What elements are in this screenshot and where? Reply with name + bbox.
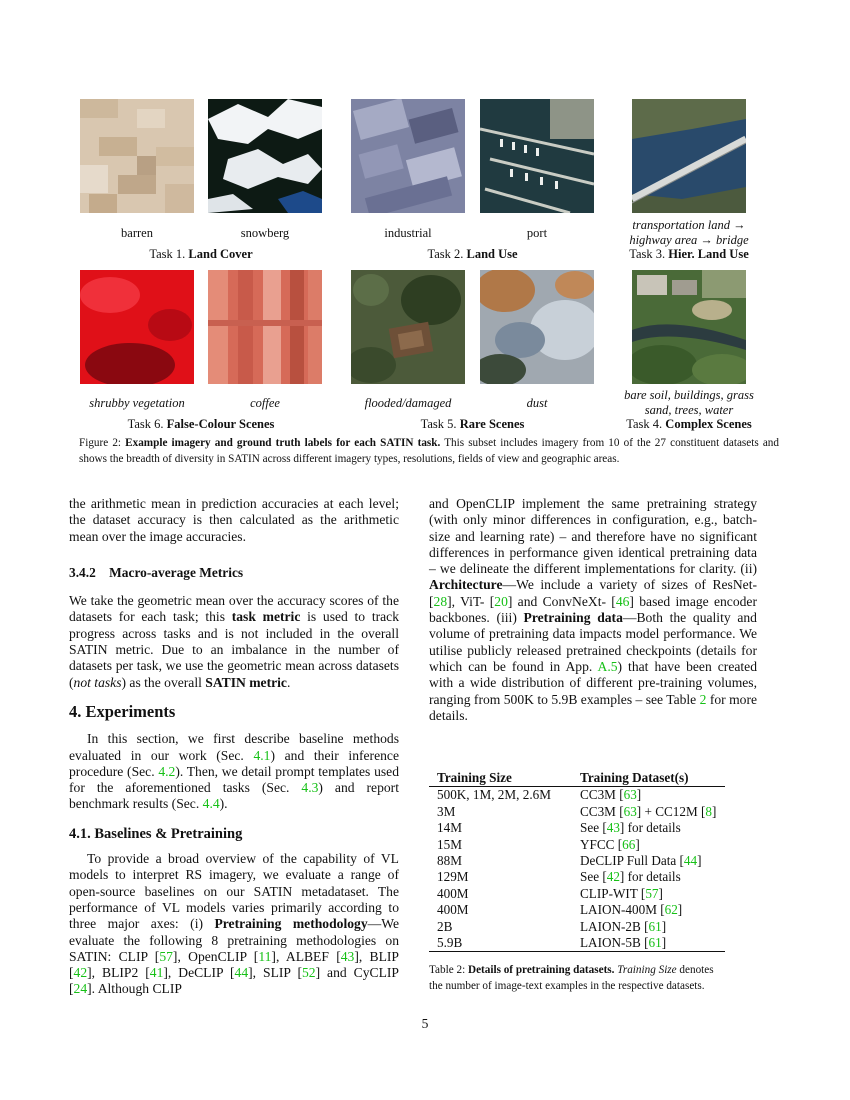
ref-44[interactable]: 44 (234, 965, 249, 981)
task-5-caption: Task 5. Rare Scenes (420, 417, 525, 431)
cell-dataset: CC3M [63] + CC12M [8] (580, 803, 717, 819)
ref-sec-4-2[interactable]: 4.2 (158, 763, 176, 779)
paragraph-experiments-intro: In this section, we first describe baseline methods evaluated in our work (Sec. 4.1) and their inference procedure (Sec. 4.2). Then, we detail prompt templates used for the aforementioned tasks (Sec. 4.3) and report benchmark results (Sec. 4.4). (69, 731, 399, 812)
table-row (429, 869, 725, 885)
ref-20[interactable]: 20 (494, 593, 508, 609)
ref-cite[interactable]: 63 (623, 803, 637, 819)
table-row (429, 820, 725, 836)
table-row (429, 886, 725, 902)
figure-caption: Figure 2: Example imagery and ground truth labels for each SATIN task. This subset includes imagery from 10 of the 27 constituent datasets and shows the breadth of diversity in SATIN across different imagery types, resolutions, fields of view and geographic areas. (79, 437, 779, 465)
left-column (69, 496, 399, 998)
table-row (429, 787, 725, 804)
ref-cite[interactable]: 63 (623, 787, 637, 803)
label-complex-scene: bare soil, buildings, grass sand, trees, water (624, 388, 754, 417)
cell-size: 400M (437, 902, 469, 918)
ref-28[interactable]: 28 (433, 593, 448, 609)
cell-size: 500K, 1M, 2M, 2.6M (437, 787, 551, 803)
image-industrial (351, 99, 465, 213)
heading-4-experiments: 4. Experiments (69, 701, 176, 721)
ref-43[interactable]: 43 (340, 948, 355, 964)
table-row (429, 935, 725, 952)
ref-cite[interactable]: 61 (648, 918, 662, 934)
image-dust (480, 270, 594, 384)
label-bridge: transportation land → highway area → bridge (629, 218, 749, 247)
image-port (480, 99, 594, 213)
cell-dataset: See [43] for details (580, 820, 681, 836)
heading-3-4-2: 3.4.2 Macro-average Metrics (69, 564, 244, 580)
image-flooded-damaged (351, 270, 465, 384)
ref-cite[interactable]: 61 (648, 935, 662, 951)
paragraph-macro-average: We take the geometric mean over the accuracy scores of the datasets for each task; this task metric is used to track progress across tasks and is not included in the overall SATIN metric. Due to an imbalance in the number of datasets per task, we use the geometric mean across datasets (not tasks) as the overall SATIN metric. (69, 593, 400, 690)
cell-dataset: DeCLIP Full Data [44] (580, 853, 702, 869)
table-header-row (429, 770, 725, 787)
image-bridge (632, 99, 746, 213)
label-flooded-damaged: flooded/damaged (364, 396, 452, 410)
paragraph-architecture-data: and OpenCLIP implement the same pretraining strategy (with only minor differences in configuration, e.g., batch-size and learning rate) – and therefore have no significant differences in performance given identical pretraining data – we delineate the different implementations for clarity. (ii) Architecture—We include a variety of sizes of ResNet- [28], ViT- [20] and ConvNeXt- [46] based image encoder backbones. (iii) Pretraining data—Both the quality and volume of pretraining data impacts model performance. We utilise publicly released pretrained checkpoints (details for which can be found in App. A.5) that have been created with a wide distribution of different pre-training volumes, ranging from 500K to 5.9B examples – see Table 2 for more details. (429, 496, 758, 723)
ref-cite[interactable]: 62 (664, 902, 678, 918)
table-row (429, 919, 725, 935)
ref-52[interactable]: 52 (301, 965, 316, 981)
cell-size: 5.9B (429, 935, 572, 952)
table-row (429, 853, 725, 869)
image-complex-scene (632, 270, 746, 384)
ref-57[interactable]: 57 (159, 948, 173, 964)
table-caption: Table 2: Details of pretraining datasets. Training Size denotes the number of image-text examples in the respective datasets. (429, 964, 714, 992)
ref-cite[interactable]: 8 (705, 803, 713, 819)
cell-dataset: LAION-400M [62] (580, 902, 683, 918)
cell-size: 14M (437, 820, 462, 836)
cell-dataset: See [42] for details (580, 869, 681, 885)
image-barren (80, 99, 194, 213)
header-training-size: Training Size (429, 770, 572, 787)
heading-4-1-baselines: 4.1. Baselines & Pretraining (69, 825, 243, 842)
cell-dataset: LAION-5B [61] (572, 935, 725, 952)
ref-cite[interactable]: 66 (622, 836, 636, 852)
table-row (429, 902, 725, 918)
image-coffee (208, 270, 322, 384)
ref-sec-4-4[interactable]: 4.4 (202, 796, 220, 812)
pretraining-table (429, 770, 725, 952)
image-shrubby-vegetation (80, 270, 194, 384)
label-dust: dust (526, 396, 548, 410)
label-industrial: industrial (384, 226, 432, 240)
cell-dataset: YFCC [66] (580, 836, 640, 852)
cell-dataset: CC3M [63] (580, 787, 642, 803)
ref-41[interactable]: 41 (149, 965, 164, 981)
ref-46[interactable]: 46 (615, 593, 630, 609)
ref-42[interactable]: 42 (73, 965, 88, 981)
table-row (429, 837, 725, 853)
cell-size: 400M (437, 885, 469, 901)
cell-size: 88M (437, 853, 462, 869)
ref-table-2[interactable]: 2 (699, 691, 707, 707)
task-3-caption: Task 3. Hier. Land Use (629, 247, 749, 261)
ref-sec-4-3[interactable]: 4.3 (301, 780, 319, 796)
header-training-datasets: Training Dataset(s) (572, 770, 725, 787)
label-snowberg: snowberg (240, 226, 290, 240)
cell-dataset: LAION-2B [61] (580, 918, 667, 934)
cell-size: 3M (437, 803, 456, 819)
task-1-caption: Task 1. Land Cover (149, 247, 253, 261)
cell-size: 129M (437, 869, 469, 885)
paragraph-accuracy-mean: the arithmetic mean in prediction accuracies at each level; the dataset accuracy is then calculated as the arithmetic mean over the image accuracies. (69, 496, 399, 544)
image-snowberg (208, 99, 322, 213)
task-6-caption: Task 6. False-Colour Scenes (127, 417, 275, 431)
label-coffee: coffee (250, 396, 280, 410)
ref-sec-4-1[interactable]: 4.1 (253, 747, 271, 763)
ref-cite[interactable]: 43 (606, 820, 620, 836)
ref-24[interactable]: 24 (73, 981, 88, 997)
page-number: 5 (421, 1016, 429, 1031)
ref-cite[interactable]: 42 (606, 869, 620, 885)
task-4-caption: Task 4. Complex Scenes (626, 417, 752, 431)
cell-size: 2B (437, 918, 453, 934)
table-row (429, 804, 725, 820)
label-port: port (526, 226, 548, 240)
cell-size: 15M (437, 836, 462, 852)
ref-cite[interactable]: 57 (645, 885, 659, 901)
label-shrubby-vegetation: shrubby vegetation (89, 396, 185, 410)
label-barren: barren (121, 226, 153, 240)
cell-dataset: CLIP-WIT [57] (580, 885, 663, 901)
ref-11[interactable]: 11 (258, 948, 272, 964)
task-2-caption: Task 2. Land Use (427, 247, 518, 261)
ref-cite[interactable]: 44 (683, 853, 698, 869)
right-column (429, 496, 757, 724)
ref-app-a5[interactable]: A.5 (597, 658, 618, 674)
paragraph-baselines: To provide a broad overview of the capability of VL models to interpret RS imagery, we evaluate a range of open-source baselines on our SATIN metadataset. The performance of VL models varies primarily according to three major axes: (i) Pretraining methodology—We evaluate the following 8 pretraining methodologies on SATIN: CLIP [57], OpenCLIP [11], ALBEF [43], BLIP [42], BLIP2 [41], DeCLIP [44], SLIP [52] and CyCLIP [24]. Although CLIP (69, 851, 399, 997)
